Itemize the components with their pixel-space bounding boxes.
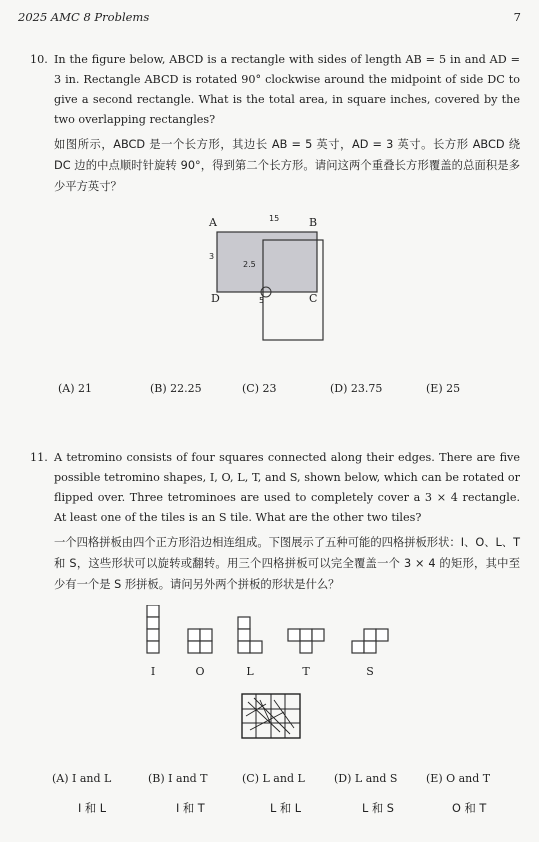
- question-10: [30, 50, 520, 197]
- rectangle-abcd: [217, 232, 317, 292]
- handwritten-note-top: 15: [269, 214, 280, 223]
- rotation-diagram: [205, 212, 335, 352]
- question-text-en: In the figure below, ABCD is a rectangle with sides of length AB = 5 in and AD = 3 in. Rectangle ABCD is rotated 90° clockwise around the midpoint of side DC to give a second rectangle. What is the total area, in square inches, covered by the two overlapping rectangles?: [54, 53, 520, 126]
- vertex-label-b: B: [309, 216, 318, 229]
- choice-a-zh: I 和 L: [78, 802, 107, 815]
- choice-d: (D) L and S: [334, 772, 398, 785]
- shape-label-i: I: [150, 665, 156, 678]
- shape-label-s: S: [366, 665, 374, 678]
- vertex-label-c: C: [309, 292, 318, 305]
- shape-label-o: O: [195, 665, 205, 678]
- choice-a: (A) I and L: [52, 772, 112, 785]
- choice-e: (E) O and T: [426, 772, 491, 785]
- answer-choices-11: [52, 772, 512, 822]
- rectangle-figure: [205, 212, 335, 352]
- choice-b: (B) I and T: [148, 772, 208, 785]
- tetromino-t: [288, 629, 324, 653]
- question-text-zh: 一个四格拼板由四个正方形沿边相连组成。下图展示了五种可能的四格拼板形状：I、O、L、T 和 S，这些形状可以旋转或翻转。用三个四格拼板可以完全覆盖一个 3 × 4 的矩形，其中至少有一个是 S 形拼板。请问另外两个拼板的形状是什么？: [54, 536, 521, 591]
- question-text-zh: 如图所示，ABCD 是一个长方形，其边长 AB = 5 英寸，AD = 3 英寸。长方形 ABCD 绕 DC 边的中点顺时针旋转 90°，得到第二个长方形。请问这两个重叠长方形覆盖的总面积是多少平方英寸？: [54, 138, 520, 193]
- choice-e: (E) 25: [426, 382, 461, 395]
- handwritten-note-left: 3: [209, 252, 215, 261]
- answer-choices-10: [58, 382, 498, 398]
- page-number: 7: [513, 10, 521, 24]
- question-number: 10.: [30, 53, 48, 66]
- handwritten-note-bottom: 5: [259, 296, 265, 305]
- choice-d-zh: L 和 S: [362, 802, 394, 815]
- choice-b: (B) 22.25: [150, 382, 202, 395]
- tetromino-shapes: [140, 605, 420, 685]
- choice-c-zh: L 和 L: [270, 802, 302, 815]
- vertex-label-d: D: [211, 292, 220, 305]
- vertex-label-a: A: [209, 216, 217, 229]
- header-title: 2025 AMC 8 Problems: [18, 10, 150, 24]
- shape-label-l: L: [246, 665, 254, 678]
- scribbled-grid: [240, 692, 304, 742]
- page-header: [18, 10, 521, 26]
- choice-c: (C) L and L: [242, 772, 305, 785]
- question-11: [30, 448, 520, 595]
- tetromino-l: [238, 617, 262, 653]
- tetromino-diagram: [140, 605, 420, 685]
- question-number: 11.: [30, 451, 48, 464]
- choice-e-zh: O 和 T: [452, 802, 487, 815]
- shape-label-t: T: [302, 665, 310, 678]
- rectangle-3x4-sketch: [240, 692, 304, 742]
- choice-c: (C) 23: [242, 382, 277, 395]
- question-text-en: A tetromino consists of four squares connected along their edges. There are five possible tetromino shapes, I, O, L, T, and S, shown below, which can be rotated or flipped over. Three tetrominoes are used to completely cover a 3 × 4 rectangle. At least one of the tiles is an S tile. What are the other two tiles?: [54, 451, 520, 524]
- choice-d: (D) 23.75: [330, 382, 383, 395]
- tetromino-i: [147, 605, 159, 653]
- choice-a: (A) 21: [58, 382, 93, 395]
- tetromino-s: [352, 629, 388, 653]
- tetromino-o: [188, 629, 212, 653]
- choice-b-zh: I 和 T: [176, 802, 205, 815]
- handwritten-note-mid: 2.5: [243, 260, 256, 269]
